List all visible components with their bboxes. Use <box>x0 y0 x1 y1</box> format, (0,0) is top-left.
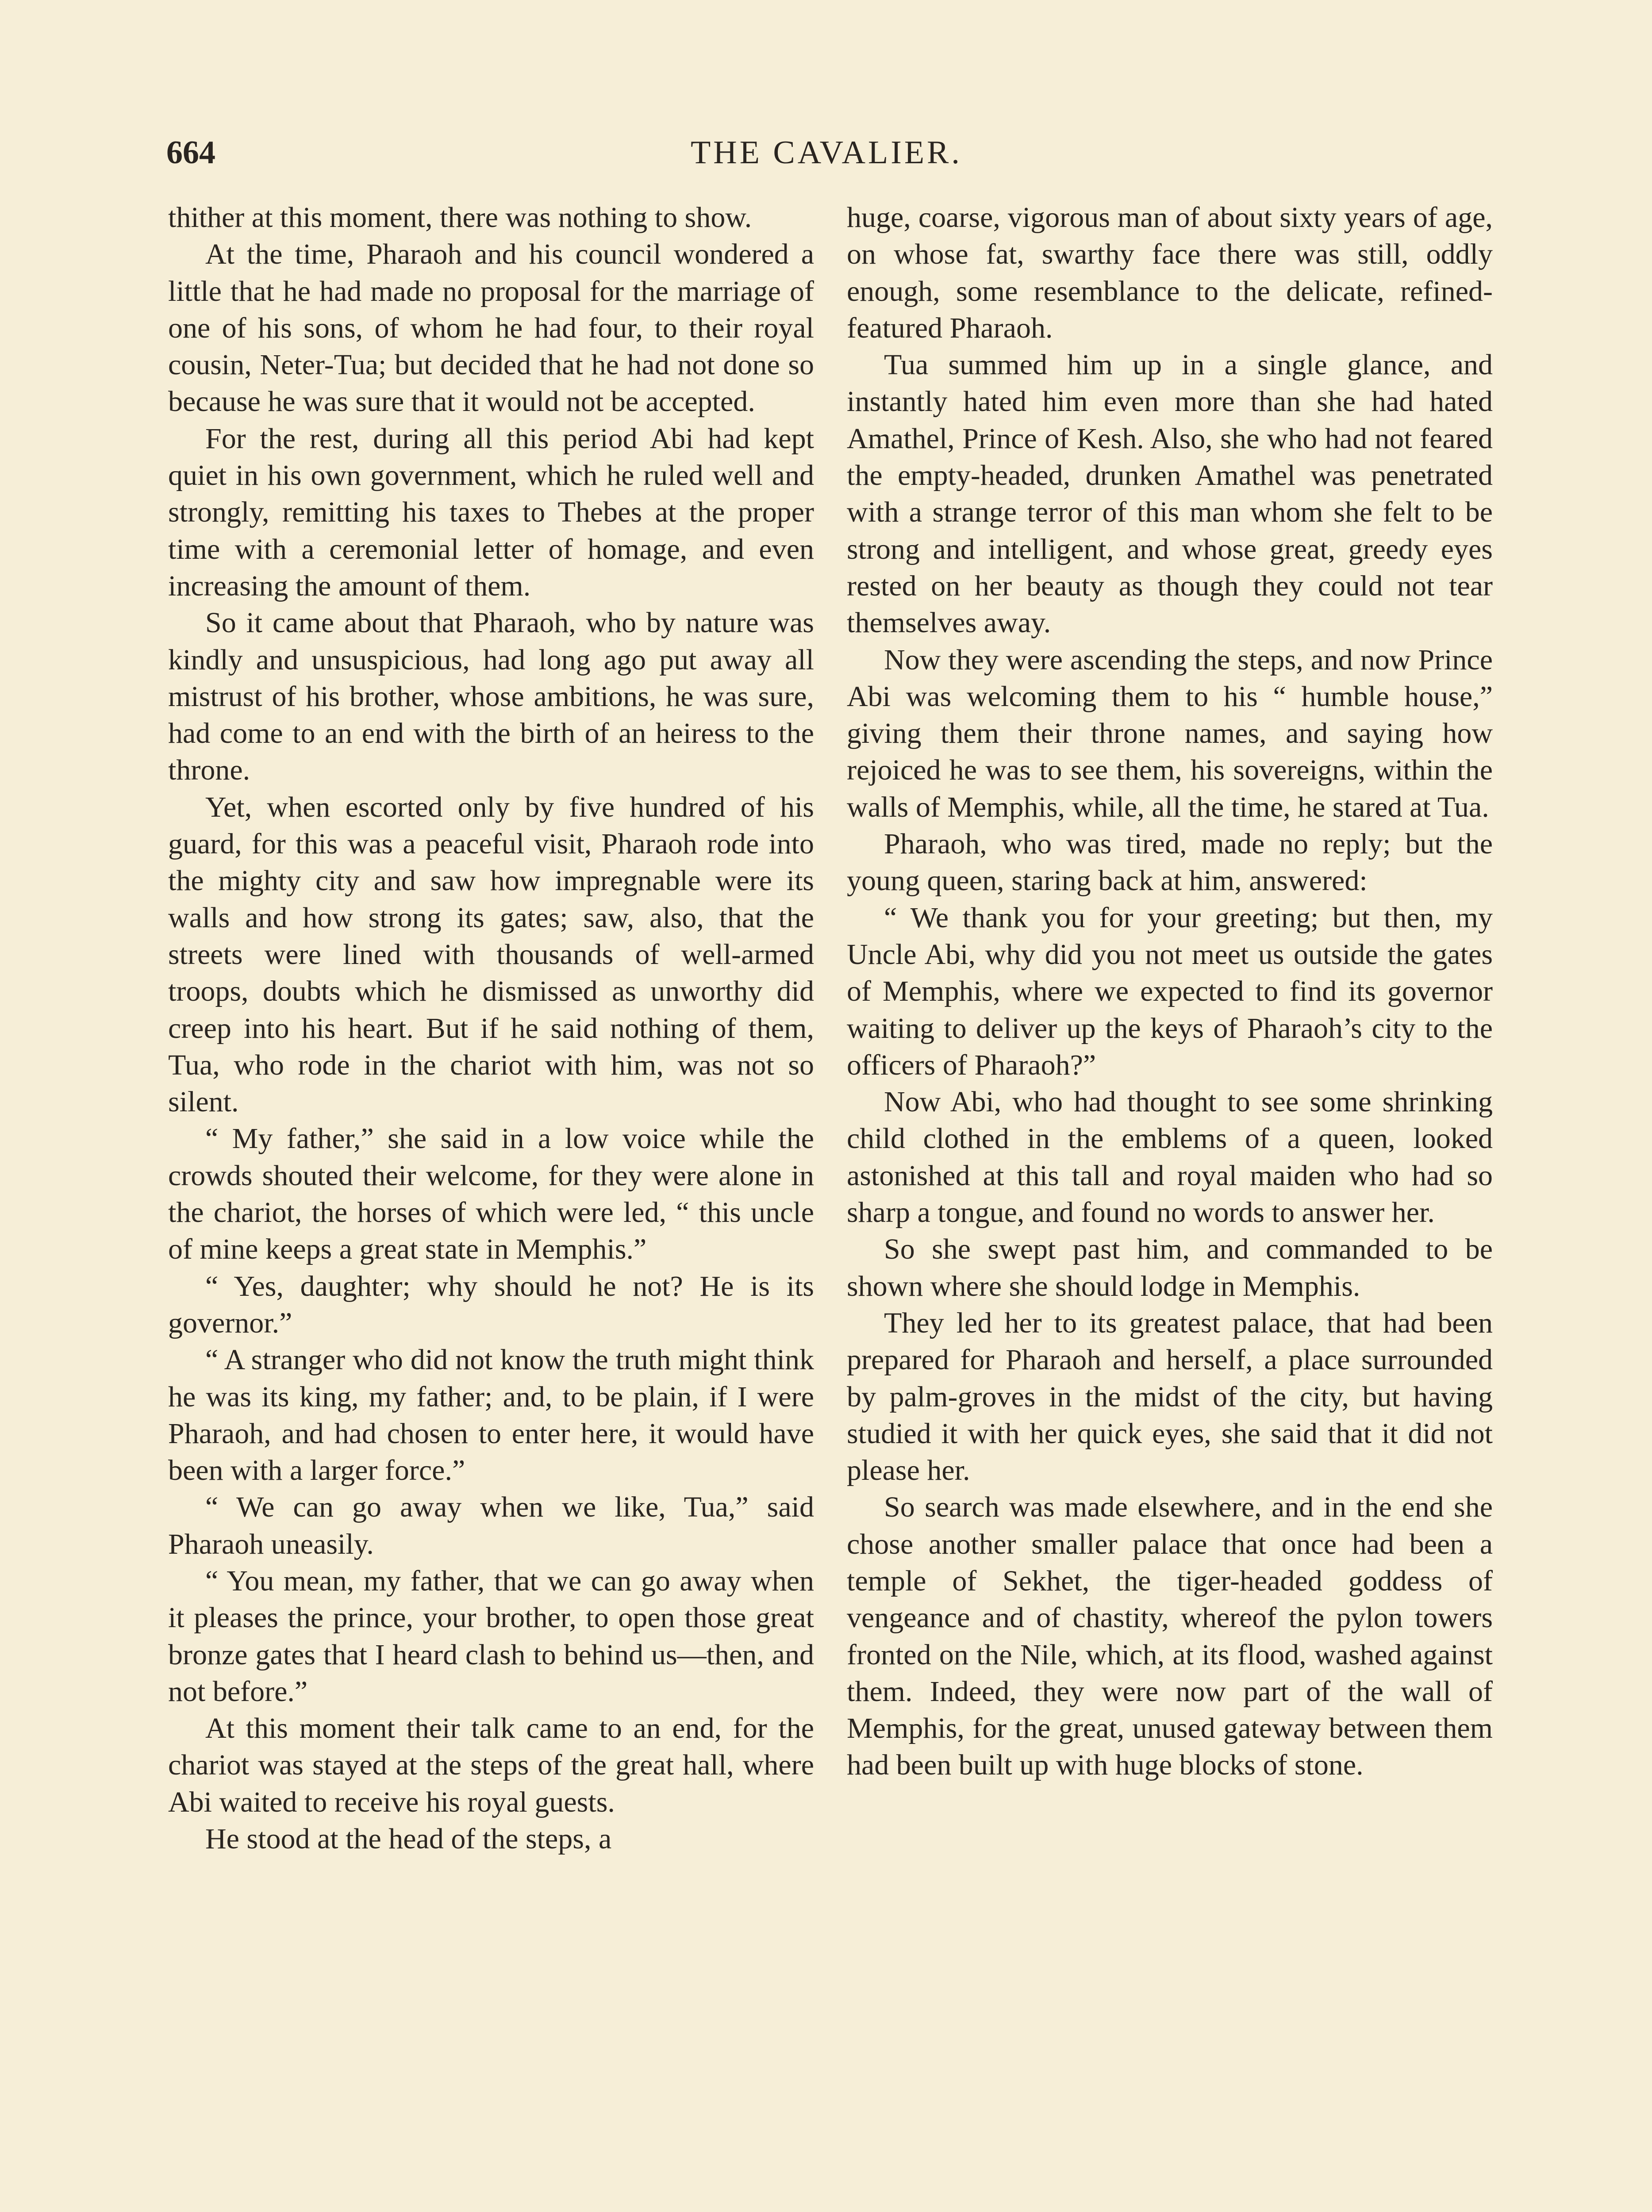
paragraph: huge, coarse, vigorous man of about sixty years of age, on whose fat, swarthy face there was still, oddly enough, some resemblance to the delicate, refined-featured Pharaoh. <box>847 201 1493 344</box>
running-head: THE CAVALIER. <box>691 134 962 171</box>
paragraph: Now Abi, who had thought to see some shrinking child clothed in the emblems of a queen, looked astonished at this tall and royal maiden who had so sharp a tongue, and found no words to answer her. <box>847 1086 1493 1229</box>
paragraph: So search was made elsewhere, and in the end she chose another smaller palace that once had been a temple of Sekhet, the tiger-headed goddess of vengeance and of chastity, whereof the pylon towers fronted on the Nile, which, at its flood, washed against them. Indeed, they were now part of the wall of Memphis, for the great, unused gateway between them had been built up with huge blocks of stone. <box>847 1491 1493 1782</box>
paragraph: He stood at the head of the steps, a <box>205 1823 612 1855</box>
left-column <box>168 199 814 1857</box>
paragraph: “ My father,” she said in a low voice while the crowds shouted their welcome, for they were alone in the chariot, the horses of which were led, “ this uncle of mine keeps a great state in Memphis.” <box>168 1122 814 1266</box>
paragraph: They led her to its greatest palace, that had been prepared for Pharaoh and herself, a place surrounded by palm-groves in the midst of the city, but having studied it with her quick eyes, she said that it did not please her. <box>847 1306 1493 1487</box>
paragraph: Tua summed him up in a single glance, and instantly hated him even more than she had hated Amathel, Prince of Kesh. Also, she who had not feared the empty-headed, drunken Amathel was penetrated with a strange terror of this man whom she felt to be strong and intelligent, and whose great, greedy eyes rested on her beauty as though they could not tear themselves away. <box>847 349 1493 639</box>
paragraph: So it came about that Pharaoh, who by nature was kindly and unsuspicious, had long ago put away all mistrust of his brother, whose ambitions, he was sure, had come to an end with the birth of an heiress to the throne. <box>168 607 814 787</box>
paragraph: At this moment their talk came to an end, for the chariot was stayed at the steps of the great hall, where Abi waited to receive his royal guests. <box>168 1712 814 1818</box>
paragraph: “ Yes, daughter; why should he not? He is its governor.” <box>168 1270 814 1339</box>
paragraph: At the time, Pharaoh and his council wondered a little that he had made no proposal for the marriage of one of his sons, of whom he had four, to their royal cousin, Neter-Tua; but decided that he had not done so because he was sure that it would not be accepted. <box>168 238 814 418</box>
paragraph: So she swept past him, and commanded to be shown where she should lodge in Memphis. <box>847 1233 1493 1302</box>
page-number: 664 <box>166 134 215 171</box>
right-column <box>847 199 1493 1784</box>
paragraph: Pharaoh, who was tired, made no reply; but the young queen, staring back at him, answered: <box>847 828 1493 897</box>
paragraph: For the rest, during all this period Abi had kept quiet in his own government, which he ruled well and strongly, remitting his taxes to Thebes at the proper time with a ceremonial letter of homage, and even increasing the amount of them. <box>168 422 814 602</box>
paragraph: Yet, when escorted only by five hundred of his guard, for this was a peaceful visit, Pharaoh rode into the mighty city and saw how impregnable were its walls and how strong its gates; saw, also, that the streets were lined with thousands of well-armed troops, doubts which he dismissed as unworthy did creep into his heart. But if he said nothing of them, Tua, who rode in the chariot with him, was not so silent. <box>168 791 814 1118</box>
paragraph: “ A stranger who did not know the truth might think he was its king, my father; and, to be plain, if I were Pharaoh, and had chosen to enter here, it would have been with a larger force.” <box>168 1344 814 1487</box>
paragraph: “ We can go away when we like, Tua,” said Pharaoh uneasily. <box>168 1491 814 1560</box>
paragraph: “ You mean, my father, that we can go away when it pleases the prince, your brother, to open those great bronze gates that I heard clash to behind us—then, and not before.” <box>168 1564 814 1708</box>
page-header <box>166 128 1487 177</box>
paragraph: Now they were ascending the steps, and now Prince Abi was welcoming them to his “ humble house,” giving them their throne names, and saying how rejoiced he was to see them, his sovereigns, within the walls of Memphis, while, all the time, he stared at Tua. <box>847 643 1493 823</box>
paragraph: thither at this moment, there was nothing to show. <box>168 201 752 234</box>
paragraph: “ We thank you for your greeting; but then, my Uncle Abi, why did you not meet us outside the gates of Memphis, where we expected to find its governor waiting to deliver up the keys of Pharaoh’s city to the officers of Pharaoh?” <box>847 901 1493 1081</box>
